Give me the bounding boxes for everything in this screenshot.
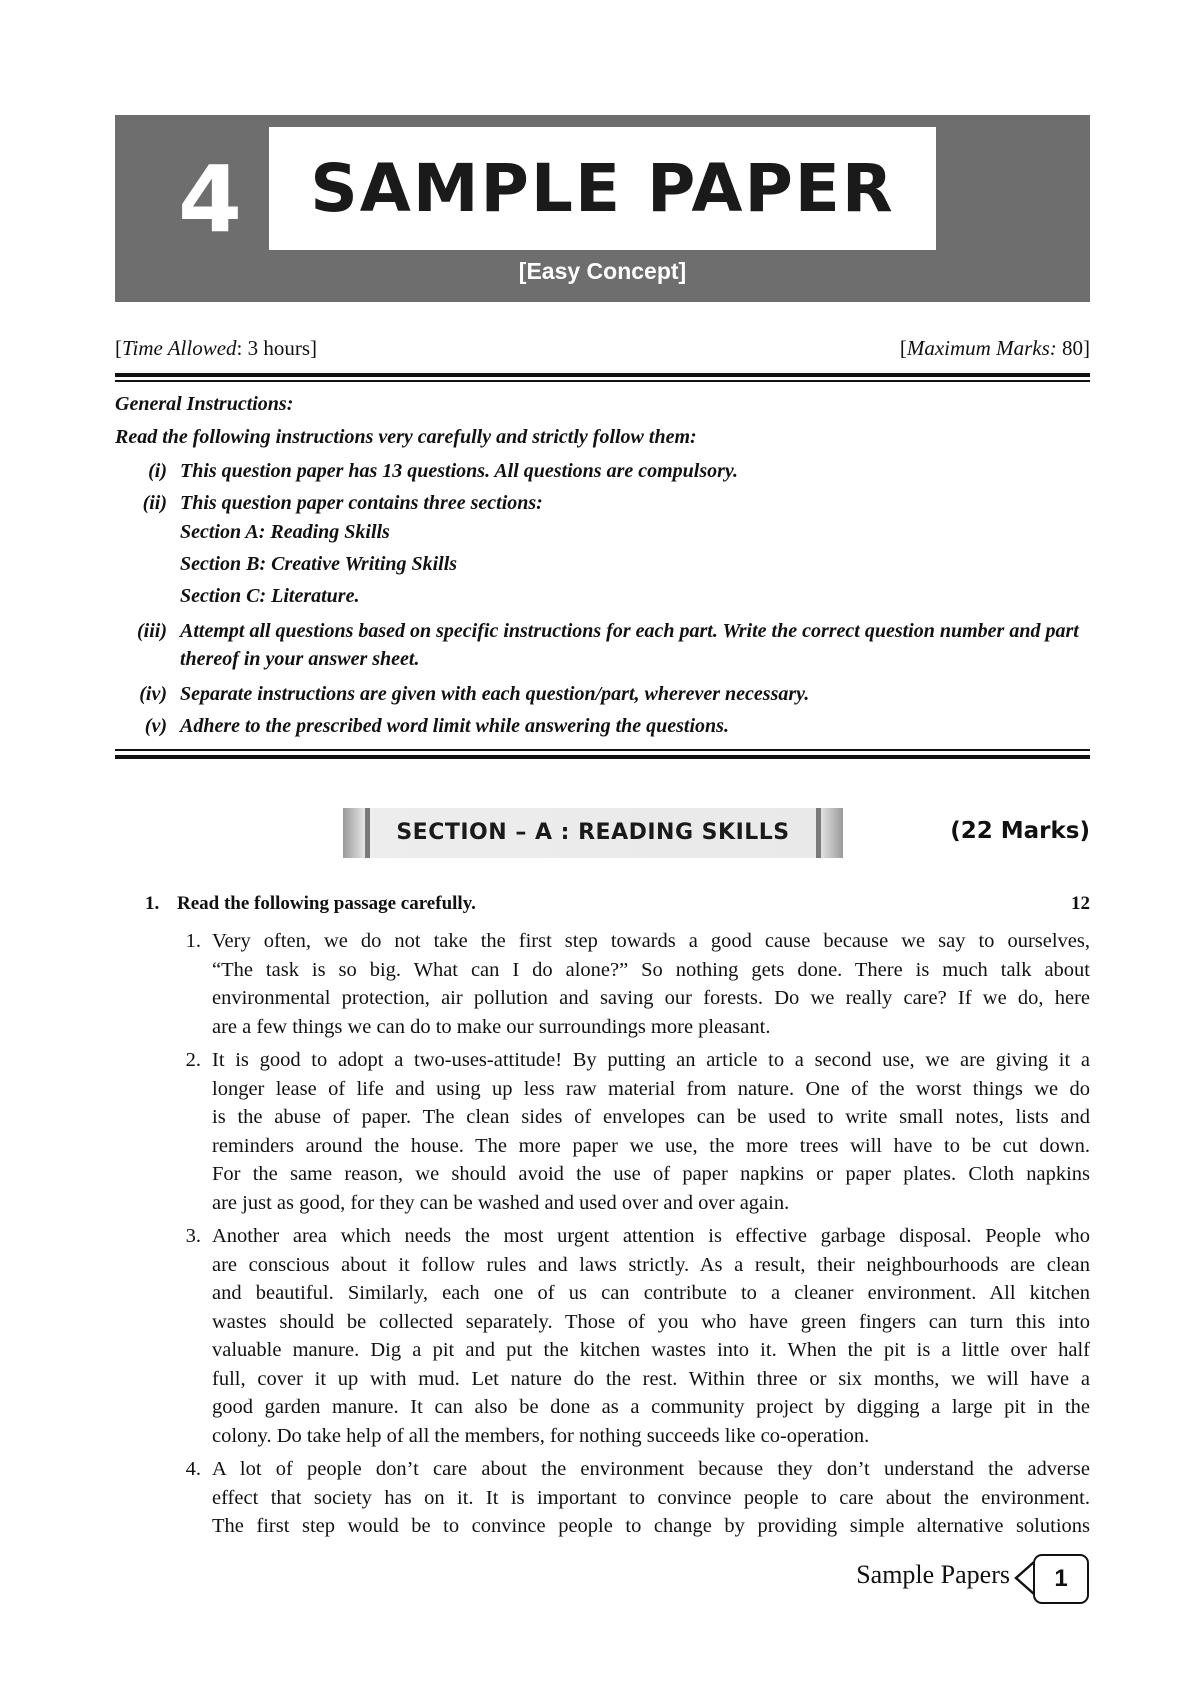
instruction-number: (iv) [139,683,167,705]
footer-label: Sample Papers [856,1560,1010,1589]
question-text: Read the following passage carefully. [177,893,476,914]
divider [115,749,1090,751]
paragraph-text [212,1222,1090,1450]
text-line: are conscious about it follow rules and laws strictly. As a result, their neighbourhoods are clean [212,1253,1090,1276]
instruction-text: Separate instructions are given with each question/part, wherever necessary. [180,683,810,705]
instructions-lead: Read the following instructions very carefully and strictly follow them: [115,426,697,448]
page-number: 1 [1033,1554,1089,1604]
instruction-number: (i) [148,460,167,482]
section-marks: (22 Marks) [950,818,1090,844]
text-line: wastes should be collected separately. Those of you who have green fingers can turn this into [212,1310,1090,1333]
time-value: : 3 hours] [236,336,318,360]
text-line: “The task is so big. What can I do alone?” So nothing gets done. There is much talk about [212,958,1090,981]
text-line: and beautiful. Similarly, each one of us can contribute to a cleaner environment. All kitchen [212,1282,1090,1304]
text-line: Very often, we do not take the first step towards a good cause because we say to ourselves, [212,930,1090,952]
text-line: For the same reason, we should avoid the use of paper napkins or paper plates. Cloth napkins [212,1163,1090,1185]
text-line: It is good to adopt a two-uses-attitude! By putting an article to a second use, we are giving it a [212,1049,1090,1071]
text-line: good garden manure. It can also be done as a community project by digging a large pit in the [212,1396,1090,1418]
instruction-number: (iii) [137,620,167,642]
paragraph-text [212,1455,1090,1541]
text-line: valuable manure. Dig a pit and put the kitchen wastes into it. When the pit is a little over half [212,1339,1090,1361]
divider [115,373,1090,377]
section-list-item: Section B: Creative Writing Skills [180,553,458,575]
text-line: The first step would be to convince people to change by providing simple alternative solutions [212,1515,1090,1537]
paragraph-number: 4. [185,1458,201,1480]
instruction-number: (ii) [142,492,167,514]
text-line: are just as good, for they can be washed and used over and over again. [212,1191,790,1214]
title-box [269,127,936,250]
text-line: A lot of people don’t care about the environment because they don’t understand the adverse [212,1458,1090,1480]
question-header [115,893,1090,921]
divider [115,380,1090,382]
instruction-text: Attempt all questions based on specific instructions for each part. Write the correct question number and part thereof in your answer sheet. [180,620,1079,670]
time-label: Time Allowed [122,336,237,360]
section-list-item: Section C: Literature. [180,585,360,607]
section-list-item: Section A: Reading Skills [180,521,390,543]
instruction-number: (v) [144,715,167,737]
instruction-text: Adhere to the prescribed word limit while answering the questions. [180,715,729,737]
exam-meta [115,336,1090,366]
paragraph-number: 2. [185,1049,201,1071]
page-subtitle: [Easy Concept] [518,258,687,284]
divider [115,755,1090,759]
header-banner [115,115,1090,302]
section-heading-bar [343,808,843,858]
paragraph-text [212,927,1090,1041]
question-number: 1. [145,893,160,914]
marks-value: 80] [1056,336,1090,360]
text-line: longer lease of life and using up less raw material from nature. One of the worst things we do [212,1077,1090,1100]
paragraph-text [212,1046,1090,1217]
text-line: environmental protection, air pollution and saving our forests. Do we really care? If we do, here [212,987,1090,1009]
marks-label: Maximum Marks: [906,336,1057,360]
paragraph-number: 3. [185,1225,201,1247]
instruction-text: This question paper contains three sections: [180,492,543,514]
text-line: Another area which needs the most urgent attention is effective garbage disposal. People who [212,1225,1090,1247]
time-allowed: [Time Allowed: 3 hours] [115,336,318,360]
text-line: is the abuse of paper. The clean sides of envelopes can be used to write small notes, lists and [212,1106,1090,1128]
question-marks: 12 [1071,893,1090,914]
page-title: SAMPLE PAPER [310,150,895,227]
instruction-text: This question paper has 13 questions. All questions are compulsory. [180,460,739,482]
text-line: effect that society has on it. It is important to convince people to care about the environment. [212,1486,1090,1509]
text-line: reminders around the house. The more paper we use, the more trees will have to be cut down. [212,1134,1090,1157]
paper-number: 4 [177,146,242,253]
instructions-heading: General Instructions: [115,393,294,415]
text-line: colony. Do take help of all the members, for nothing succeeds like co-operation. [212,1424,870,1447]
paragraph-number: 1. [185,930,201,952]
section-title: SECTION – A : READING SKILLS [396,820,790,845]
text-line: full, cover it up with mud. Let nature do the rest. Within three or six months, we will have a [212,1367,1090,1390]
text-line: are a few things we can do to make our surroundings more pleasant. [212,1015,771,1038]
maximum-marks: [Maximum Marks: 80] [899,336,1090,360]
